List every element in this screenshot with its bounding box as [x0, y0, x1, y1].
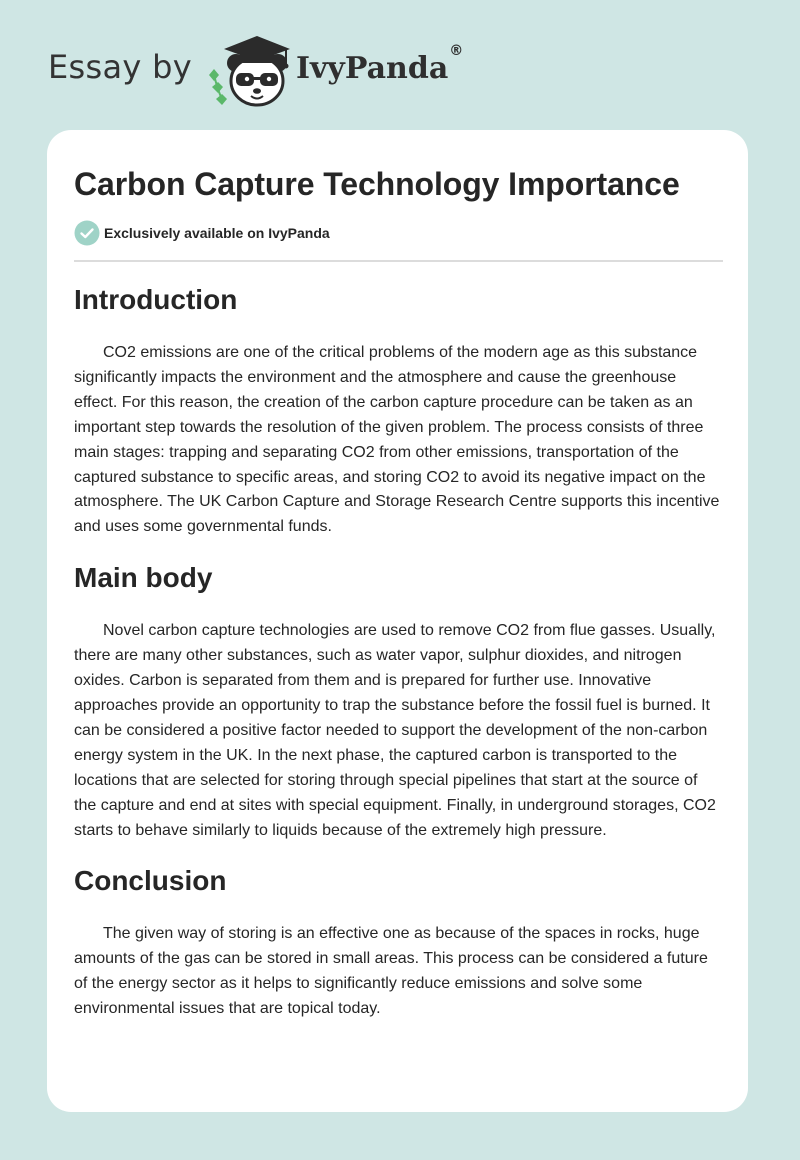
section-paragraph: Novel carbon capture technologies are used to remove CO2 from flue gasses. Usually, there are many other substances, such as water vapor, sulphur dioxides, and nitrogen oxides. Carbon is separated from them and is prepared for further use. Innovative approaches provide an opportunity to trap the substance before the fossil fuel is burned. It can be considered a positive factor needed to support the development of the non-carbon energy system in the UK. In the next phase, the captured carbon is transported to the locations that are selected for storing through special pipelines that start at the source of the capture and end at sites with special equipment. Finally, in underground storages, CO2 starts to behave similarly to liquids because of the extremely high pressure.	[74, 622, 716, 839]
essay-card	[47, 130, 748, 1112]
check-circle-icon	[74, 220, 100, 246]
section-paragraph: The given way of storing is an effective one as because of the spaces in rocks, huge amounts of the gas can be stored in small areas. This process can be considered a future of the energy sector as it helps to significantly reduce emissions and solve some environmental issues that are topical today.	[74, 925, 708, 1018]
brand-name[interactable]	[295, 42, 464, 86]
registered-mark: ®	[449, 42, 464, 59]
exclusive-badge	[74, 220, 723, 246]
divider	[74, 260, 723, 262]
section-heading: Introduction	[74, 284, 238, 315]
brand-prefix: Essay by	[48, 48, 192, 86]
section-heading: Main body	[74, 562, 213, 594]
section-paragraph: CO2 emissions are one of the critical problems of the modern age as this substance significantly impacts the environment and the atmosphere and cause the greenhouse effect. For this reason, the creation of the carbon capture procedure can be taken as an important step towards the resolution of the given problem. The process consists of three main stages: trapping and separating CO2 from other emissions, transportation of the captured substance to specific areas, and storing CO2 to avoid its negative impact on the atmosphere. The UK Carbon Capture and Storage Research Centre supports this incentive and uses some governmental funds.	[74, 344, 720, 536]
brand-name-text: IvyPanda	[295, 50, 449, 86]
exclusive-label: Exclusively available on IvyPanda	[104, 225, 330, 241]
section-introduction	[74, 282, 723, 540]
section-conclusion	[74, 863, 723, 1022]
panda-logo-icon[interactable]	[206, 29, 302, 111]
essay-content	[74, 162, 723, 1022]
essay-title: Carbon Capture Technology Importance	[74, 166, 680, 202]
brand-header	[48, 30, 463, 110]
section-heading: Conclusion	[74, 865, 227, 897]
section-main-body	[74, 560, 723, 843]
